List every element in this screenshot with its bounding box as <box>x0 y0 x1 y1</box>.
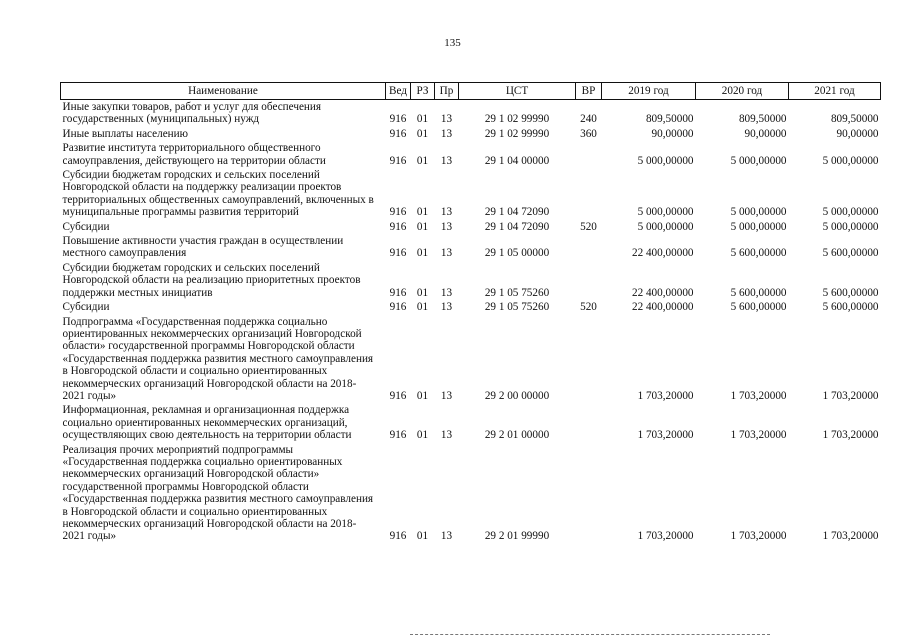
table-row <box>61 168 881 220</box>
cell-y2020: 809,50000 <box>738 113 787 126</box>
header-2020: 2020 год <box>696 83 789 100</box>
cell-vr <box>576 443 602 544</box>
cell-pr: 13 <box>440 301 453 314</box>
cell-name: Подпрограмма «Государственная поддержка социально ориентированных некоммерческих организаций Новгородской области» государственной программы Новгородской области «Государственная поддержка развития местного самоуправления в Новгородской области и социально ориентированных некоммерческих организаций Новгородской области на 2018-2021 годы» <box>62 315 374 402</box>
cell-name: Субсидии бюджетам городских и сельских поселений Новгородской области на реализацию приоритетных проектов поддержки местных инициатив <box>62 261 361 299</box>
cell-name: Иные выплаты населению <box>62 127 188 140</box>
cell-ved: 916 <box>389 301 407 314</box>
cell-y2019: 1 703,20000 <box>637 429 694 442</box>
table-row <box>61 100 881 127</box>
cell-ved: 916 <box>389 247 407 260</box>
cell-vr <box>576 261 602 300</box>
cell-y2019: 1 703,20000 <box>637 530 694 543</box>
table-row <box>61 220 881 234</box>
cell-name: Субсидии <box>62 220 110 233</box>
cell-rz: 01 <box>416 206 429 219</box>
cell-vr <box>576 168 602 220</box>
cell-name: Субсидии бюджетам городских и сельских поселений Новгородской области на поддержку реализации проектов территориальных общественных самоуправлений, включенных в муниципальные программы развития территорий <box>62 169 374 219</box>
cell-vr: 240 <box>580 113 597 126</box>
cell-ved: 916 <box>389 429 407 442</box>
table-row <box>61 234 881 261</box>
cell-ved: 916 <box>389 286 407 299</box>
cell-y2019: 5 000,00000 <box>637 220 694 233</box>
cell-y2020: 1 703,20000 <box>730 429 787 442</box>
cell-pr: 13 <box>440 220 453 233</box>
cell-ved: 916 <box>389 113 407 126</box>
cell-pr: 13 <box>440 113 453 126</box>
cell-y2020: 5 600,00000 <box>730 247 787 260</box>
cell-y2021: 5 600,00000 <box>822 247 879 260</box>
cell-rz: 01 <box>416 286 429 299</box>
cell-cst: 29 1 04 72090 <box>484 220 550 233</box>
table-row <box>61 315 881 404</box>
cell-y2019: 90,00000 <box>651 127 694 140</box>
table-row <box>61 141 881 168</box>
cell-ved: 916 <box>389 154 407 167</box>
cell-y2019: 22 400,00000 <box>631 301 694 314</box>
table-row <box>61 403 881 442</box>
cell-name: Иные закупки товаров, работ и услуг для обеспечения государственных (муниципальных) нужд <box>62 101 322 126</box>
header-cst: ЦСТ <box>459 83 576 100</box>
header-rz: РЗ <box>411 83 435 100</box>
cell-vr: 520 <box>580 220 597 233</box>
cell-pr: 13 <box>440 247 453 260</box>
cell-y2020: 5 600,00000 <box>730 301 787 314</box>
cell-name: Субсидии <box>62 301 110 314</box>
table-body <box>61 100 881 544</box>
cell-y2021: 1 703,20000 <box>822 429 879 442</box>
cell-y2020: 1 703,20000 <box>730 389 787 402</box>
cell-rz: 01 <box>416 530 429 543</box>
cell-cst: 29 1 05 75260 <box>484 301 550 314</box>
cell-cst: 29 2 00 00000 <box>484 389 550 402</box>
cell-y2021: 5 000,00000 <box>822 220 879 233</box>
cell-vr <box>576 141 602 168</box>
footer-divider <box>410 634 770 636</box>
cell-vr: 520 <box>580 301 597 314</box>
header-2019: 2019 год <box>602 83 696 100</box>
cell-vr <box>576 315 602 404</box>
cell-y2021: 5 000,00000 <box>822 154 879 167</box>
cell-y2020: 5 000,00000 <box>730 206 787 219</box>
cell-name: Реализация прочих мероприятий подпрограммы «Государственная поддержка социально ориентированных некоммерческих организаций Новгородской области» государственной программы Новгородской области «Государственная поддержка развития местного самоуправления в Новгородской области и социально ориентированных некоммерческих организаций Новгородской области на 2018-2021 годы» <box>62 443 374 543</box>
cell-vr <box>576 403 602 442</box>
header-ved: Вед <box>386 83 411 100</box>
cell-ved: 916 <box>389 389 407 402</box>
cell-rz: 01 <box>416 301 429 314</box>
cell-pr: 13 <box>440 154 453 167</box>
cell-y2019: 22 400,00000 <box>631 247 694 260</box>
cell-y2019: 809,50000 <box>645 113 694 126</box>
cell-rz: 01 <box>416 127 429 140</box>
cell-y2019: 5 000,00000 <box>637 154 694 167</box>
cell-pr: 13 <box>440 127 453 140</box>
cell-cst: 29 2 01 00000 <box>484 429 550 442</box>
cell-y2020: 5 000,00000 <box>730 220 787 233</box>
cell-ved: 916 <box>389 220 407 233</box>
table-row <box>61 261 881 300</box>
cell-cst: 29 1 05 00000 <box>484 247 550 260</box>
cell-y2021: 1 703,20000 <box>822 389 879 402</box>
cell-cst: 29 1 02 99990 <box>484 113 550 126</box>
cell-y2019: 5 000,00000 <box>637 206 694 219</box>
cell-y2020: 90,00000 <box>744 127 787 140</box>
cell-pr: 13 <box>440 530 453 543</box>
cell-pr: 13 <box>440 389 453 402</box>
header-vr: ВР <box>576 83 602 100</box>
cell-vr <box>576 234 602 261</box>
cell-y2021: 1 703,20000 <box>822 530 879 543</box>
cell-rz: 01 <box>416 247 429 260</box>
cell-y2021: 5 000,00000 <box>822 206 879 219</box>
cell-name: Информационная, рекламная и организационная поддержка социально ориентированных некоммерческих организаций, осуществляющих свою деятельность на территории области <box>62 404 352 442</box>
table-row <box>61 443 881 544</box>
cell-cst: 29 1 04 72090 <box>484 206 550 219</box>
cell-rz: 01 <box>416 113 429 126</box>
header-pr: Пр <box>435 83 459 100</box>
cell-name: Повышение активности участия граждан в осуществлении местного самоуправления <box>62 235 344 260</box>
cell-y2021: 809,50000 <box>830 113 879 126</box>
cell-y2021: 5 600,00000 <box>822 286 879 299</box>
cell-vr: 360 <box>580 127 597 140</box>
cell-rz: 01 <box>416 220 429 233</box>
cell-y2021: 5 600,00000 <box>822 301 879 314</box>
cell-rz: 01 <box>416 389 429 402</box>
cell-cst: 29 1 02 99990 <box>484 127 550 140</box>
table-row <box>61 300 881 314</box>
cell-rz: 01 <box>416 429 429 442</box>
cell-cst: 29 1 05 75260 <box>484 286 550 299</box>
budget-table <box>60 82 881 544</box>
cell-cst: 29 2 01 99990 <box>484 530 550 543</box>
page-number: 135 <box>444 37 461 49</box>
cell-y2020: 5 600,00000 <box>730 286 787 299</box>
cell-y2021: 90,00000 <box>836 127 879 140</box>
cell-pr: 13 <box>440 206 453 219</box>
cell-y2020: 5 000,00000 <box>730 154 787 167</box>
cell-name: Развитие института территориального общественного самоуправления, действующего на территории области <box>62 142 326 167</box>
cell-ved: 916 <box>389 206 407 219</box>
cell-ved: 916 <box>389 127 407 140</box>
table-row <box>61 127 881 141</box>
header-2021: 2021 год <box>789 83 881 100</box>
cell-ved: 916 <box>389 530 407 543</box>
table-header-row <box>61 83 881 100</box>
cell-pr: 13 <box>440 429 453 442</box>
cell-y2019: 22 400,00000 <box>631 286 694 299</box>
cell-y2019: 1 703,20000 <box>637 389 694 402</box>
cell-y2020: 1 703,20000 <box>730 530 787 543</box>
cell-pr: 13 <box>440 286 453 299</box>
header-name: Наименование <box>61 83 386 100</box>
cell-rz: 01 <box>416 154 429 167</box>
cell-cst: 29 1 04 00000 <box>484 154 550 167</box>
